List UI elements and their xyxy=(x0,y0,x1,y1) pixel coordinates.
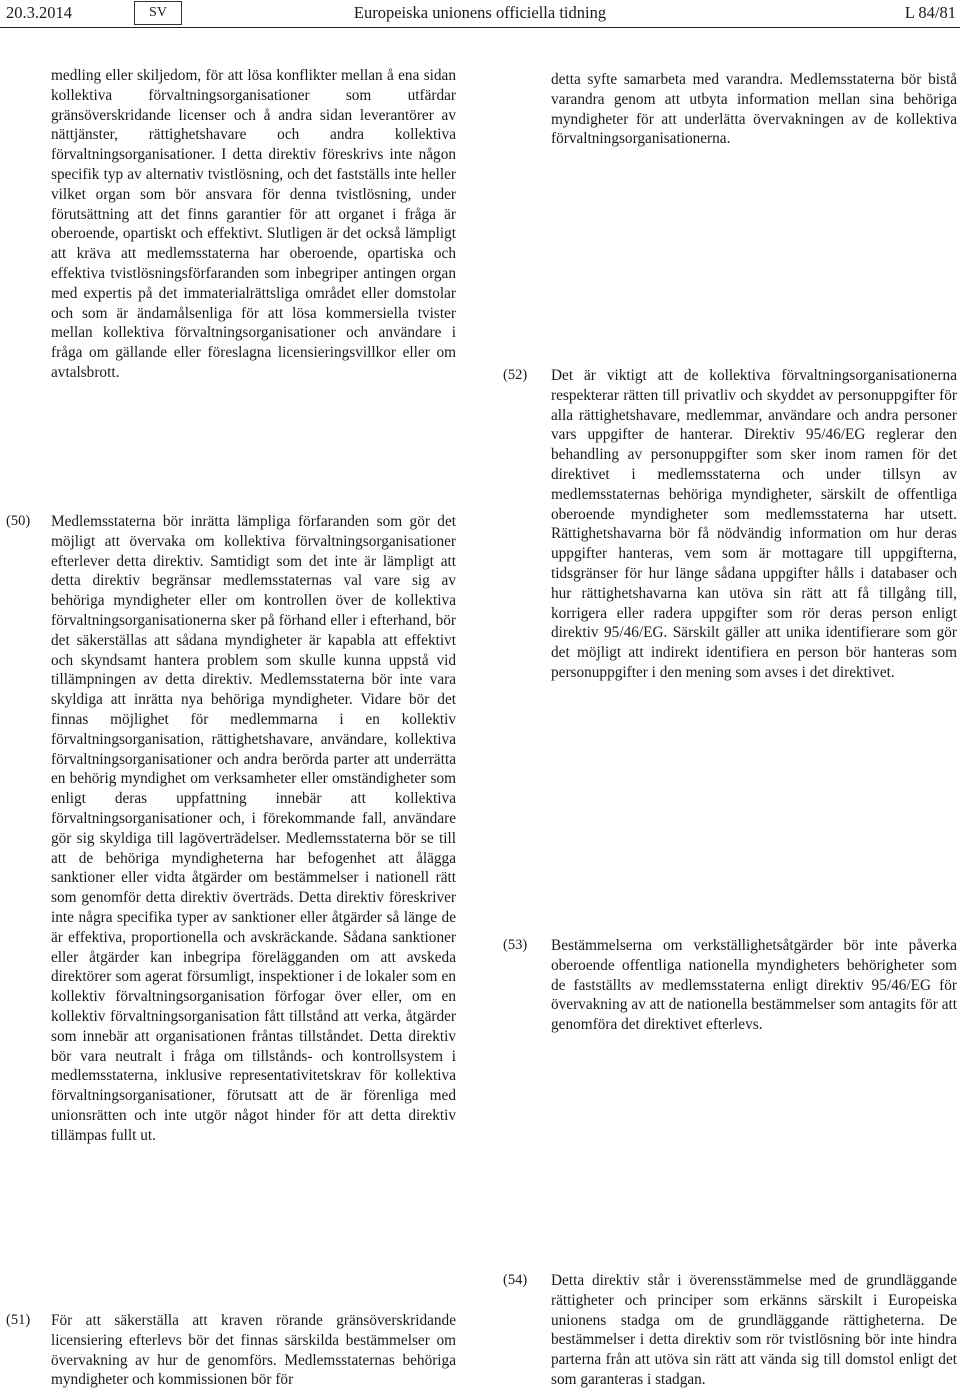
paragraph-text: Bestämmelserna om verkställighetsåtgärder bör inte påverka oberoende offentliga nationella myndigheters behörigheter som de fastställts av medlemsstaterna enligt direktiv 95/46/EG för övervakning av att de nationella bestämmelser som antagits för att genomföra det direktivet efterlevs. xyxy=(551,937,957,1034)
paragraph-text: För att säkerställa att kraven rörande gränsöverskridande licensiering efterlevs bör det finnas särskilda bestämmelser om övervakning av hur de genomförs. Medlemsstaternas behöriga myndigheter och kommissionen bör för xyxy=(51,1312,456,1389)
paragraph-text: Medlemsstaterna bör inrätta lämpliga förfaranden som gör det möjligt att övervaka om kollektiva förvaltningsorganisationer efterlever detta direktiv. Samtidigt som det inte är lämpligt att detta direktiv begränsar medlemsstaternas val vare sig av behöriga myndigheter eller om kontrollen över de kollektiva förvaltningsorganisationerna sker på förhand eller i efterhand, bör det säkerställas att sådana myndigheter är kapabla att effektivt och skyndsamt hantera problem som skulle kunna uppstå vid tillämpningen av detta direktiv. Medlemsstaterna bör inte vara skyldiga att inrätta nya behöriga myndigheter. Vidare bör det finnas möjlighet för medlemmarna i en kollektiv förvaltningsorganisation, rättighetshavare, användare, kollektiva förvaltningsorganisationer och andra berörda parter att underrätta en behörig myndighet om verksamheter eller omständigheter som enligt deras uppfattning innebär att kollektiva förvaltningsorganisationer och, i förekommande fall, användare gör sig skyldiga till lagöverträdelser. Medlemsstaterna bör se till att de behöriga myndigheterna har befogenhet att ålägga sanktioner eller vidta åtgärder om bestämmelser i nationell rätt som genomför detta direktiv överträds. Detta direktiv föreskriver inte några specifika typer av sanktioner eller åtgärder så länge de är effektiva, proportionella och avskräckande. Sådana sanktioner eller åtgärder kan inbegripa förelägganden om att avskeda direktörer som agerat försumligt, inspektioner i de lokaler som en kollektiv förvaltningsorganisation förfogar över eller, om en kollektiv förvaltningsorganisation fått tillstånd att verka, åtgärder som innebär att organisationen fråntas tillståndet. Detta direktiv bör vara neutralt i fråga om tillstånds- och kontrollsystem i medlemsstaterna, inklusive representativitetskrav för kollektiva förvaltningsorganisationer, förutsatt att de är förenliga med unionsrätten och inte utgör något hinder för att detta direktiv tillämpas fullt ut. xyxy=(51,513,456,1144)
recital-49-continuation xyxy=(51,66,456,383)
recital-number: (53) xyxy=(503,937,528,953)
recital-number: (52) xyxy=(503,367,528,383)
page-header xyxy=(0,0,960,28)
paragraph-text: Det är viktigt att de kollektiva förvaltningsorganisationerna respekterar rätten till privatliv och skyddet av personuppgifter för alla rättighetshavare, medlemmar, användare och andra personer vars uppgifter de hanterar. Direktiv 95/46/EG reglerar den behandling av personuppgifter som sker inom ramen för det direktivet i medlemsstaterna och under tillsyn av medlemsstaternas behöriga myndigheter, särskilt de offentliga oberoende myndigheter som medlemsstaterna har utsett. Rättighetshavarna bör få nödvändig information om hur deras uppgifter hanteras, vem som är mottagare till uppgifterna, tidsgränser för hur länge sådana uppgifter hålls i databaser och hur rättighetshavarna kan utöva sin rätt att få tillgång till, korrigera eller radera uppgifter som rör deras person enligt direktiv 95/46/EG. Särskilt gäller att unika identifierare som gör det möjligt att indirekt identifiera en person bör hanteras som personuppgifter i den mening som avses i det direktivet. xyxy=(551,367,957,681)
paragraph-text: detta syfte samarbeta med varandra. Medlemsstaterna bör bistå varandra genom att utbyta information mellan sina behöriga myndigheter för att underlätta övervakningen av de kollektiva förvaltningsorganisationerna. xyxy=(551,71,957,148)
header-rule xyxy=(0,27,960,28)
recital-number: (54) xyxy=(503,1272,528,1288)
issue-date: 20.3.2014 xyxy=(6,3,72,22)
recital-number: (51) xyxy=(6,1312,31,1328)
paragraph-text: medling eller skiljedom, för att lösa konflikter mellan å ena sidan kollektiva förvaltningsorganisationer som utfärdar gränsöverskridande licenser och å andra sidan leverantörer av nättjänster, rättighetshavare och andra kollektiva förvaltningsorganisationer. I detta direktiv föreskrivs inte någon specifik typ av alternativ tvistlösning, och det fastställs inte heller vilket organ som bör ansvara för denna tvistlösning, under förutsättning att det finns garantier för att organet i fråga är oberoende, opartiskt och effektivt. Slutligen är det också lämpligt att kräva att medlemsstaterna har oberoende, opartiska och effektiva tvistlösningsförfaranden som inbegriper antingen organ med expertis på det immaterialrättsliga området eller domstolar och som är ändamålsenliga för att lösa kommersiella tvister mellan kollektiva förvaltningsorganisationer och användare i fråga om gällande eller föreslagna licensieringsvillkor eller om avtalsbrott. xyxy=(51,67,456,381)
paragraph-text: Detta direktiv står i överensstämmelse med de grundläggande rättigheter och principer som erkänns särskilt i Europeiska unionens stadga om de grundläggande rättigheterna. De bestämmelser i detta direktiv som rör tvistlösning bör inte hindra parterna från att utöva sin rätt att vända sig till domstol enligt det som garanteras i stadgan. xyxy=(551,1272,957,1388)
journal-title: Europeiska unionens officiella tidning xyxy=(353,3,607,22)
language-badge: SV xyxy=(134,1,182,25)
recital-number: (50) xyxy=(6,513,31,529)
recital-51-continuation xyxy=(551,70,957,149)
page-number: L 84/81 xyxy=(904,3,956,22)
